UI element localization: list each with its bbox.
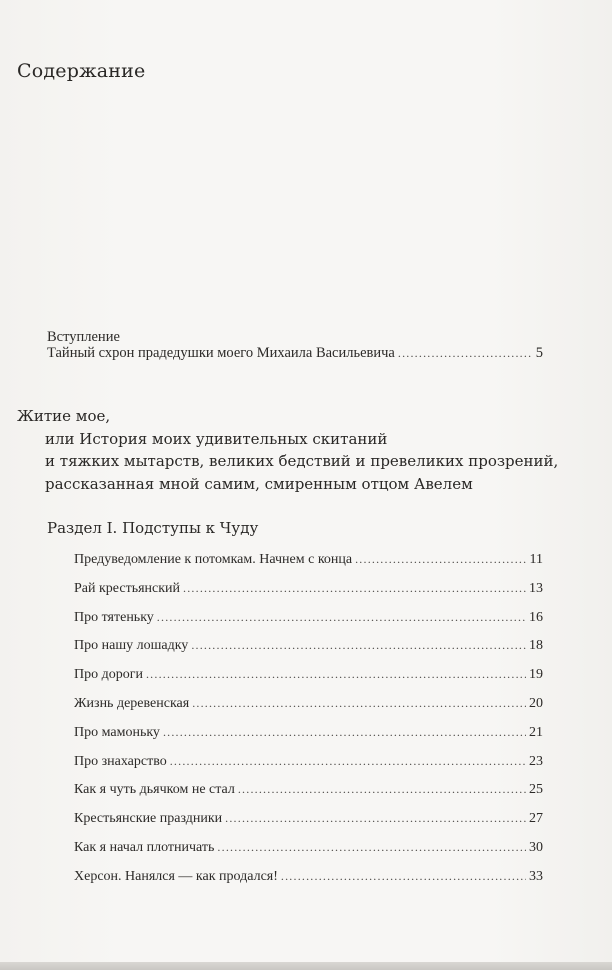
toc-entry-label: Про дороги [74,667,143,683]
toc-entry-label: Про мамоньку [74,724,160,740]
toc-entry-label: Предуведомление к потомкам. Начнем с конца [74,552,353,567]
toc-entry-intro[interactable] [47,345,543,362]
toc-entry-label: Рай крестьянский [74,580,181,596]
dot-leader [217,837,526,857]
toc-entry[interactable] [74,751,543,780]
toc-entry-label: Как я начал плотничать [74,839,215,855]
toc-entry-label: Крестьянские праздники [74,811,223,827]
toc-page-number: 16 [529,609,543,625]
dot-leader [238,779,526,799]
dot-leader [157,607,526,627]
toc-page-number: 5 [535,345,543,361]
dot-leader [281,866,526,886]
vita-title-line: Житие мое, [17,407,111,425]
section-heading: Раздел I. Подступы к Чуду [47,519,259,537]
toc-entry[interactable] [74,578,543,607]
toc-page-number: 30 [529,839,543,855]
toc-entry[interactable] [74,635,543,664]
dot-leader [170,751,526,771]
toc-entry[interactable] [74,549,543,578]
toc-entry-label: Про нашу лошадку [74,638,189,654]
toc-entry[interactable] [74,722,543,751]
toc-entry-label: Жизнь деревенская [74,695,190,711]
vita-subtitle-line: и тяжких мытарств, великих бедствий и превеликих прозрений, [45,452,559,471]
toc-entry[interactable] [74,607,543,636]
toc-entry[interactable] [74,779,543,808]
dot-leader [355,549,526,569]
toc-page-number: 20 [529,695,543,711]
toc-entry-label: Херсон. Нанялся — как продался! [74,868,278,884]
toc-page-number: 18 [529,638,543,654]
dot-leader [163,722,526,742]
toc-entry-label: Как я чуть дьячком не стал [74,782,235,798]
toc-entry[interactable] [74,866,543,895]
toc-page-number: 33 [529,868,543,884]
intro-heading: Вступление [47,329,120,345]
toc-entry[interactable] [74,664,543,693]
toc-page-number: 21 [529,724,543,740]
toc-entry[interactable] [74,808,543,837]
dot-leader [192,693,526,713]
toc-page-number: 25 [529,782,543,798]
toc-page-number: 23 [529,753,543,769]
vita-subtitle-line: рассказанная мной самим, смиренным отцом Авелем [45,474,473,493]
dot-leader [225,808,526,828]
toc-page-number: 13 [529,580,543,596]
toc-page-number: 11 [529,552,543,567]
dot-leader [191,635,526,655]
page-bottom-edge [0,962,612,970]
toc-page-number: 19 [529,667,543,683]
toc-entry[interactable] [74,837,543,866]
toc-entry-label: Тайный схрон прадедушки моего Михаила Васильевича [47,345,395,361]
dot-leader [146,664,526,684]
chapter-list [74,549,543,895]
toc-entry-label: Про тятеньку [74,609,154,625]
dot-leader [183,578,526,598]
page-title: Содержание [17,60,146,82]
vita-subtitle-line: или История моих удивительных скитаний [45,429,388,448]
vita-heading [17,405,558,495]
toc-entry-label: Про знахарство [74,753,167,769]
toc-page-number: 27 [529,811,543,827]
toc-entry[interactable] [74,693,543,722]
dot-leader [398,346,532,361]
